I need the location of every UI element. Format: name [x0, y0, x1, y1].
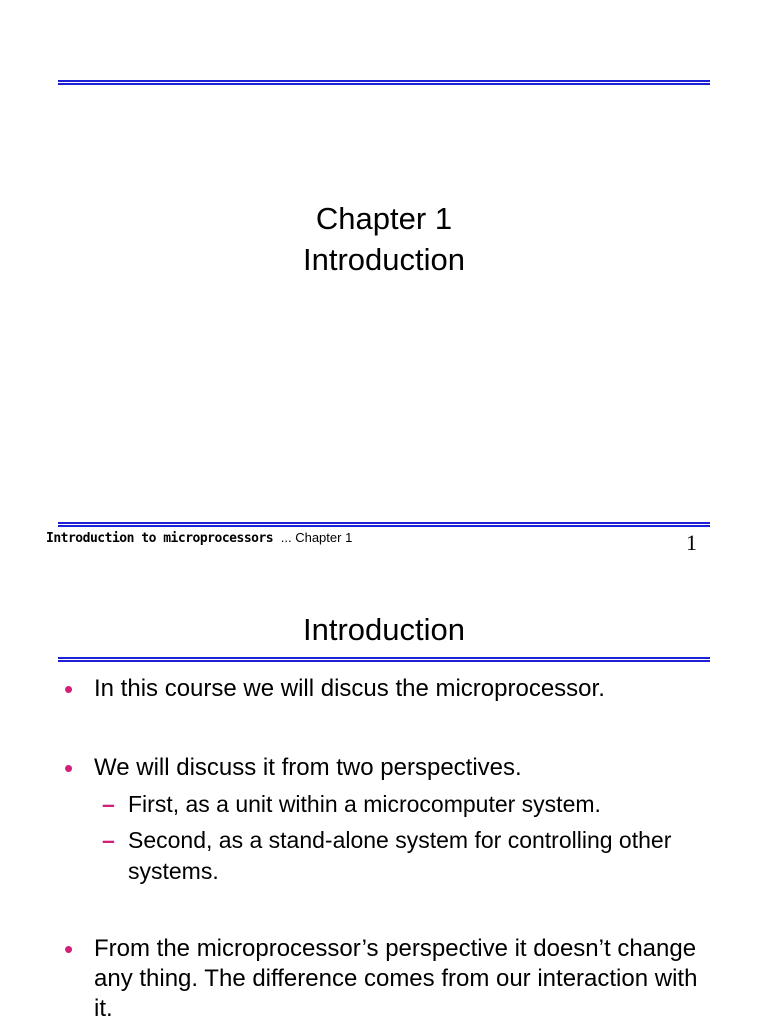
- sub-bullet-text: Second, as a stand-alone system for controlling other systems.: [128, 827, 672, 884]
- slide-title: [0, 198, 768, 280]
- top-rule: [58, 80, 710, 85]
- sub-bullet-text: First, as a unit within a microcomputer system.: [128, 791, 601, 817]
- bullet-text: We will discuss it from two perspectives.: [94, 754, 522, 781]
- bullet-dot-icon: •: [64, 674, 74, 704]
- footer: [46, 530, 352, 546]
- title-line-2: Introduction: [303, 242, 465, 277]
- dash-icon: –: [102, 791, 115, 817]
- slide-title: Introduction: [303, 612, 465, 647]
- bullet-text: In this course we will discus the microprocessor.: [94, 675, 605, 702]
- bullet-dot-icon: •: [64, 934, 74, 964]
- title-rule: [58, 657, 710, 662]
- page-number: 1: [686, 530, 697, 555]
- dash-icon: –: [102, 827, 115, 853]
- slide-2: [0, 570, 768, 1024]
- footer-chapter: ... Chapter 1: [280, 530, 353, 545]
- title-line-1: Chapter 1: [315, 201, 453, 236]
- footer-rule: [58, 522, 710, 527]
- bullet-text: From the microprocessor’s perspective it doesn’t change any thing. The difference comes from our interaction with it.: [94, 935, 698, 1022]
- bullet-dot-icon: •: [64, 753, 74, 783]
- footer-course: Introduction to microprocessors: [46, 531, 274, 546]
